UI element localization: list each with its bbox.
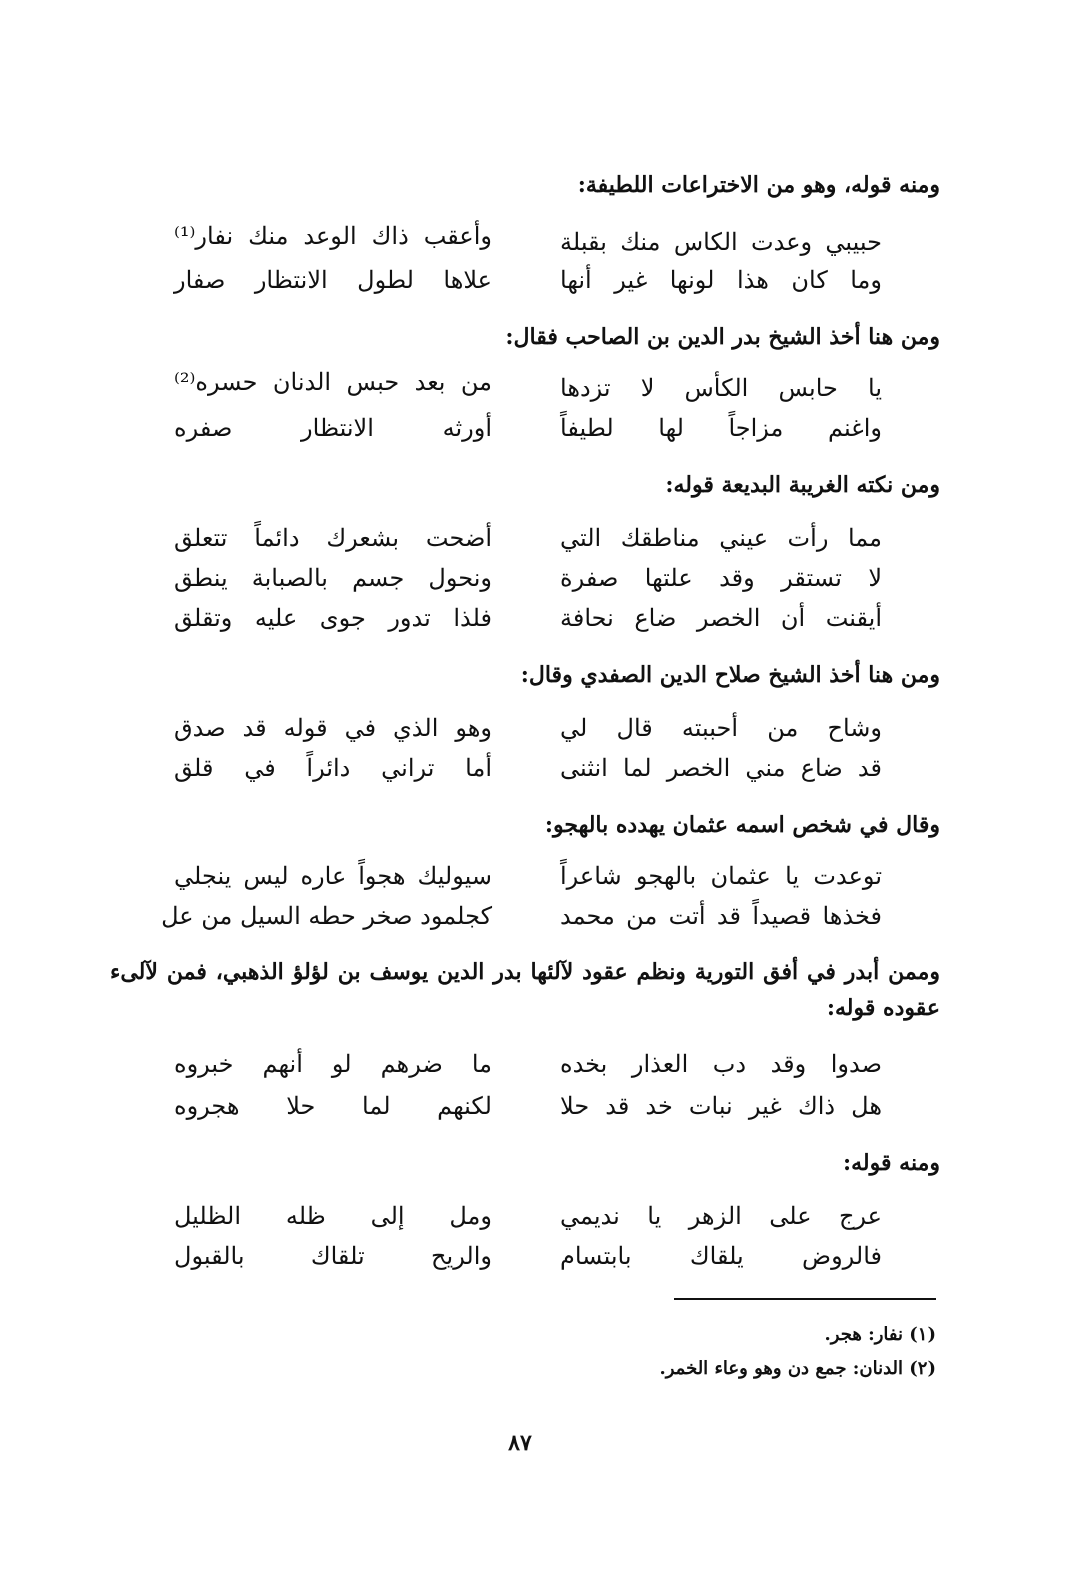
verse-second-hemistich: كجلمود صخر حطه السيل من عل: [161, 902, 492, 930]
verse-first-hemistich: وشاح من أحببته قال لي: [560, 714, 882, 742]
verse-first-hemistich: توعدت يا عثمان بالهجو شاعراً: [560, 862, 882, 890]
verse-second-hemistich: أما تراني دائراً في قلق: [174, 754, 492, 782]
verse-first-hemistich: واغنم مزاجاً لها لطيفاً: [560, 414, 882, 442]
verse-second-hemistich: ومل إلى ظله الظليل: [174, 1202, 492, 1230]
verse-second-hemistich: ونحول جسم بالصبابة ينطق: [174, 564, 492, 592]
verse-second-hemistich: علاها لطول الانتظار صفار: [174, 266, 492, 294]
verse-second-hemistich: وأعقب ذاك الوعد منك نفار⁽¹⁾: [174, 222, 492, 250]
section-intro: ومنه قوله، وهو من الاختراعات اللطيفة:: [577, 172, 940, 198]
section-intro: ومن نكته الغريبة البديعة قوله:: [665, 472, 940, 498]
verse-first-hemistich: قد ضاع مني الخصر لما انثنى: [560, 754, 882, 782]
page-number: ٨٧: [508, 1430, 532, 1456]
verse-first-hemistich: وما كان هذا لونها غير أنها: [560, 266, 882, 294]
verse-first-hemistich: لا تستقر وقد علتها صفرة: [560, 564, 882, 592]
verse-first-hemistich: مما رأت عيني مناطقك التي: [560, 524, 882, 552]
verse-second-hemistich: لكنهم لما حلا هجروه: [174, 1092, 492, 1120]
footnote: (٢) الدنان: جمع دن وهو وعاء الخمر.: [659, 1358, 936, 1379]
verse-first-hemistich: عرج على الزهر يا نديمي: [560, 1202, 882, 1230]
body-paragraph: وممن أبدر في أفق التورية ونظم عقود لآلئها بدر الدين يوسف بن لؤلؤ الذهبي، فمن لآلىء عقوده قوله:: [110, 959, 940, 1021]
footnote: (١) نفار: هجر.: [824, 1324, 936, 1345]
section-intro: ومن هنا أخذ الشيخ صلاح الدين الصفدي وقال:: [520, 662, 940, 688]
verse-first-hemistich: هل ذاك غير نبات خد قد حلا: [560, 1092, 882, 1120]
section-intro: ومن هنا أخذ الشيخ بدر الدين بن الصاحب فقال:: [505, 324, 940, 350]
verse-second-hemistich: من بعد حبس الدنان حسره⁽²⁾: [174, 368, 492, 396]
verse-second-hemistich: أضحت بشعرك دائماً تتعلق: [174, 524, 492, 552]
verse-first-hemistich: أيقنت أن الخصر ضاع نحافة: [560, 604, 882, 632]
verse-second-hemistich: أورثه الانتظار صفره: [174, 414, 492, 442]
verse-first-hemistich: يا حابس الكأس لا تزدها: [560, 374, 882, 402]
verse-second-hemistich: فلذا تدور جوى عليه وتقلق: [174, 604, 492, 632]
verse-second-hemistich: سيوليك هجواً عاره ليس ينجلي: [174, 862, 492, 890]
verse-second-hemistich: وهو الذي في قوله قد صدق: [174, 714, 492, 742]
section-intro: وقال في شخص اسمه عثمان يهدده بالهجو:: [544, 812, 940, 838]
verse-first-hemistich: صدوا وقد دب العذار بخده: [560, 1050, 882, 1078]
verse-first-hemistich: فالروض يلقاك بابتسام: [560, 1242, 882, 1270]
verse-first-hemistich: فخذها قصيداً قد أتت من محمد: [560, 902, 882, 930]
verse-first-hemistich: حبيبي وعدت الكاس منك بقبلة: [560, 228, 882, 256]
footnote-divider: [674, 1298, 936, 1300]
verse-second-hemistich: والريح تلقاك بالقبول: [174, 1242, 492, 1270]
section-intro: ومنه قوله:: [842, 1150, 940, 1176]
verse-second-hemistich: ما ضرهم لو أنهم خبروه: [174, 1050, 492, 1078]
